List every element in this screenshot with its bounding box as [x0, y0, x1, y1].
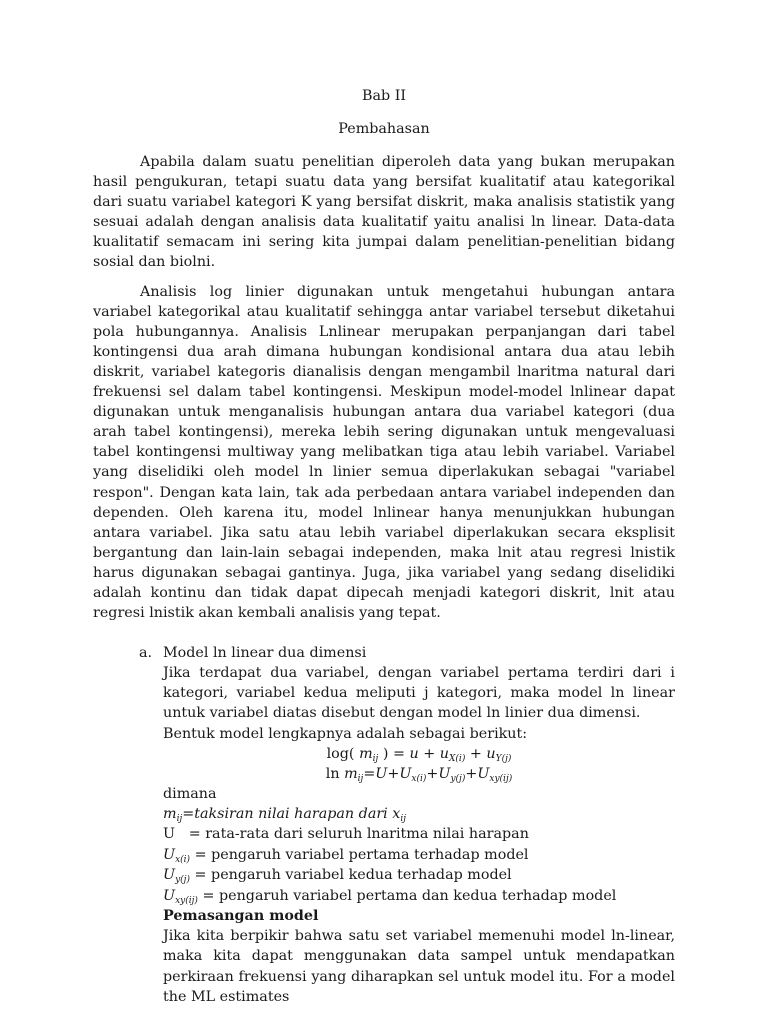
subheading-pemasangan: Pemasangan model [163, 908, 319, 925]
definition-ux: $U_{x(i)}$ = pengaruh variabel pertama terhadap model [163, 846, 529, 865]
definition-uxy: $U_{xy(ij)}$ = pengaruh variabel pertama dan kedua terhadap model [163, 887, 617, 906]
formula-log: log( $m_{ij}$ ) = $u + u_{X(i)} + u_{Y(j)}$ [326, 745, 512, 764]
section-a-intro: Jika terdapat dua variabel, dengan variabel pertama terdiri dari i kategori, variabel kedua meliputi j kategori, maka model ln linear untuk variabel diatas disebut dengan model ln linier dua dimensi. [163, 665, 675, 722]
definition-u: U = rata-rata dari seluruh lnaritma nilai harapan [163, 826, 529, 843]
section-a [93, 643, 675, 1007]
paragraph-log-linear: Analisis log linier digunakan untuk mengetahui hubungan antara variabel kategorikal atau kualitatif sehingga antar variabel tersebut diketahui pola hubungannya. Analisis Lnlinear merupakan perpanjangan dari tabel kontingensi dua arah dimana hubungan kondisional antara dua atau lebih diskrit, variabel kategoris dianalisis dengan mengambil lnaritma natural dari frekuensi sel dalam tabel kontingensi. Meskipun model-model lnlinear dapat digunakan untuk menganalisis hubungan antara dua variabel kategori (dua arah tabel kontingensi), mereka lebih sering digunakan untuk mengevaluasi tabel kontingensi multiway yang melibatkan tiga atau lebih variabel. Variabel yang diselidiki oleh model ln linier semua diperlakukan sebagai "variabel respon". Dengan kata lain, tak ada perbedaan antara variabel independen dan dependen. Oleh karena itu, model lnlinear hanya menunjukkan hubungan antara variabel. Jika satu atau lebih variabel diperlakukan secara eksplisit bergantung dan lain-lain sebagai independen, maka lnit atau regresi lnistik harus digunakan sebagai gantinya. Juga, jika variabel yang sedang diselidiki adalah kontinu dan tidak dapat dipecah menjadi kategori diskrit, lnit atau regresi lnistik akan kembali analisis yang tepat. [93, 283, 675, 622]
section-a-heading: Model ln linear dua dimensi [163, 645, 367, 662]
formula-ln: $\ln m_{ij}=U+U_{x(i)}+U_{y(j)}+U_{xy(ij)}$ [325, 765, 513, 784]
paragraph-intro: Apabila dalam suatu penelitian diperoleh data yang bukan merupakan hasil pengukuran, tetapi suatu data yang bersifat kualitatif atau kategorikal dari suatu variabel kategori K yang bersifat diskrit, maka analisis statistik yang sesuai adalah dengan analisis data kualitatif yaitu analisi ln linear. Data-data kualitatif semacam ini sering kita jumpai dalam penelitian-penelitian bidang sosial dan biolni. [93, 154, 675, 271]
section-title: Pembahasan [338, 121, 430, 137]
list-marker: a. [139, 645, 153, 662]
definition-m: $m_{ij}=taksiran$ nilai harapan dari $x_{ij}$ [163, 805, 407, 824]
document-page [93, 86, 675, 1007]
closing-paragraph: Jika kita berpikir bahwa satu set variabel memenuhi model ln-linear, maka kita dapat menggunakan data sampel untuk mendapatkan perkiraan frekuensi yang diharapkan sel untuk model itu. For a model the ML estimates [163, 928, 675, 1005]
dimana-label: dimana [163, 785, 217, 802]
form-intro: Bentuk model lengkapnya adalah sebagai berikut: [163, 725, 528, 742]
definition-uy: $U_{y(j)}$ = pengaruh variabel kedua terhadap model [163, 867, 512, 886]
chapter-title: Bab II [361, 88, 407, 104]
